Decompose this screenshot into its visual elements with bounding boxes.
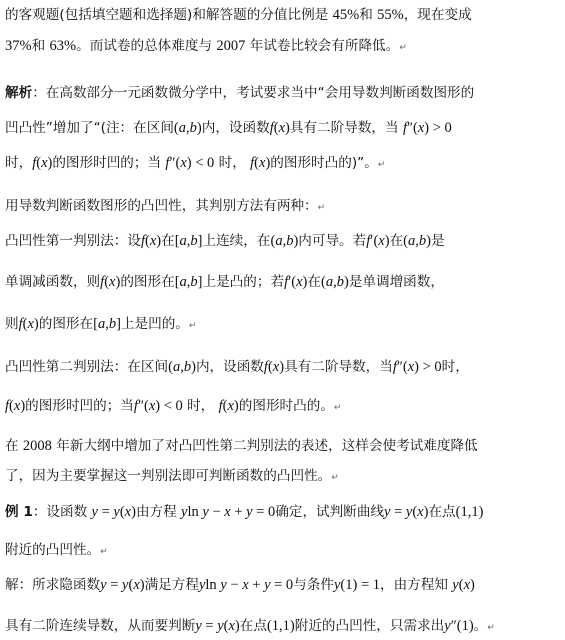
text-run: 55% [377,7,404,23]
text-run: 附近的凸凹性，只需求出 [294,618,445,634]
text-run: (1,1) [266,618,295,634]
text-run: f [140,233,145,249]
text-run: ( [222,398,228,414]
text-run: y [181,504,188,520]
text-run: x [296,274,303,290]
text-run: ) [139,577,145,593]
paragraph-mark-icon: ↵ [317,203,326,213]
text-run: ″(1) [450,618,474,634]
text-run: = [201,618,218,634]
text-run: x [417,504,424,520]
text-run: a [178,120,187,136]
text-run: 37% [5,38,32,54]
text-run: 例 1 [5,504,33,520]
text-run: 。 [473,618,488,634]
text-run: x [148,398,156,414]
text-run: f [32,155,37,171]
text-run: ( [458,577,464,593]
text-run: ) [233,398,239,414]
text-run: , [105,316,109,332]
text-run: x [228,618,235,634]
text-run: a [325,274,334,290]
text-run: a [97,316,106,332]
text-run: ：设函数 [32,504,92,520]
text-run: ( [128,577,134,593]
text-run: ) [115,274,121,290]
text-run: 和 [31,38,50,54]
text-run: 在 [389,233,404,249]
text-run: x [124,504,132,520]
text-run: x [180,155,187,171]
text-run: 时， [182,398,219,414]
text-run: ) [33,316,39,332]
text-run: a [172,359,181,375]
text-run: b [190,274,198,290]
text-run: 年新大纲中增加了对凸凹性第二判别法的表述，这样会使考试难度降低 [51,438,478,454]
text-run: , [282,233,287,249]
text-run: , [186,233,191,249]
text-run: ，现在变成 [403,7,472,23]
text-run: ( [22,316,28,332]
text-run: x [27,316,34,332]
text-run: y [246,504,253,520]
text-line [5,576,475,594]
text-run: f [133,398,138,414]
text-run: ( [104,274,110,290]
text-run: x [242,577,249,593]
text-run: 时， [214,155,251,171]
text-run: f [263,359,268,375]
text-run: ) [293,233,299,249]
text-run: ln [187,504,199,520]
text-run: y [100,577,107,593]
text-run: 63% [49,38,77,54]
text-run: y [264,577,271,593]
text-run: f [392,359,397,375]
text-run: y [216,577,227,593]
text-run: 凹凸性”增加了“(注：在区间 [5,120,174,136]
paragraph-mark-icon: ↵ [100,547,108,557]
text-line [5,397,341,417]
text-run: ] [197,274,203,290]
text-run: , [333,274,337,290]
text-run: ) [156,233,162,249]
text-run: = 0 [270,577,294,593]
text-run: ) [302,274,308,290]
text-run: 2008 [22,438,52,454]
text-run: ) [343,274,349,290]
text-line [5,315,196,335]
text-run: y [217,618,224,634]
text-run: 上连续，在 [202,233,271,249]
text-run: 内，设函数 [195,359,264,375]
text-run: 的图形时凹的；当 [25,398,134,414]
paragraph-mark-icon: ↵ [331,473,339,483]
text-run: f [218,398,223,414]
text-run: b [286,233,294,249]
text-run: ) < 0 [186,155,215,171]
text-run: 在 [161,233,175,249]
text-run: 与条件 [293,577,334,593]
text-line [5,119,452,137]
text-run: = [97,504,114,520]
text-run: 解：所求隐函数 [5,577,101,593]
text-run: ) [265,155,271,171]
text-run: ：在高数部分一元函数微分学中，考试要求当中“会用导数判断函数图形的 [32,85,475,101]
text-run: 时， [441,359,469,375]
text-line [5,197,325,217]
text-run: 具有二阶导数，当 [289,120,403,136]
text-run: a [408,233,416,249]
text-run: x [41,155,48,171]
text-run: ) [470,577,475,593]
text-run: 在 [5,438,23,454]
text-run: y [195,618,202,634]
text-run: b [108,316,117,332]
text-run: 了，因为主要掌握这一判别法即可判断函数的凸凹性。 [5,468,332,484]
text-run: ) [20,398,26,414]
text-run: 45% [332,7,360,23]
text-run: 单调减函数，则 [5,274,101,290]
text-run: x [272,359,280,375]
text-run: 的客观题(包括填空题和选择题)和解答题的分值比例是 [5,7,333,23]
text-run: = [390,504,406,520]
text-run: y [122,577,129,593]
text-run: ′( [370,233,379,249]
text-run: b [336,274,344,290]
text-run: x [417,120,425,136]
text-run: ( [267,359,273,375]
text-run: 2007 [216,38,246,54]
text-run: 是单调增函数， [348,274,444,290]
text-run: − [226,577,243,593]
text-run: 在点 [239,618,267,634]
text-line [5,37,407,57]
text-line [5,467,339,487]
text-run: = [106,577,123,593]
text-run: ) [423,504,429,520]
text-run: f [269,120,274,136]
text-run: 附近的凸凹性。 [5,542,101,558]
text-run: ) [191,359,196,375]
text-run: ) [384,233,390,249]
text-run: ( [320,274,326,290]
text-run: x [149,233,157,249]
text-run: [ [93,316,98,332]
text-run: ( [223,618,229,634]
text-run: y [333,577,341,593]
text-run: x [13,398,21,414]
text-run: a [275,233,283,249]
text-run: + [248,577,265,593]
text-run: 在点 [428,504,456,520]
text-run: x [407,359,415,375]
text-run: f [100,274,105,290]
text-run: ″( [137,398,149,414]
text-run: 由方程 [135,504,182,520]
text-run: ) [234,618,240,634]
text-run: , [186,120,190,136]
paragraph-mark-icon: ↵ [188,321,197,331]
text-run: ) [279,359,285,375]
text-run: ln [205,577,217,593]
text-run: 满足方程 [144,577,199,593]
text-run: ( [144,233,150,249]
text-line [5,541,108,561]
text-run: a [179,233,187,249]
text-run: (1,1) [455,504,484,520]
text-line [5,84,474,102]
text-run: f [5,398,10,414]
text-run: ( [254,155,259,171]
text-run: = 0 [252,504,276,520]
text-run: 年试卷比较会有所降低。 [245,38,400,54]
text-run: ) > 0 [424,120,452,136]
text-run: ) [196,120,202,136]
text-run: x [133,577,140,593]
text-run: ( [36,155,42,171]
text-run: ( [9,398,14,414]
text-run: 解析 [5,85,33,101]
text-run: f [402,120,407,136]
text-run: 用导数判断函数图形的凸凹性，其判别方法有两种： [5,198,318,214]
text-run: 则 [5,316,19,332]
text-run: 的图形时凸的)”。 [270,155,378,171]
text-run: 凸凹性第一判别法：设 [5,233,141,249]
text-run: 在 [307,274,321,290]
text-run: , [180,359,184,375]
text-run: y [198,504,209,520]
text-run: ( [412,504,418,520]
text-run: ″( [169,155,181,171]
text-run: y [384,504,391,520]
text-run: 和 [359,7,378,23]
text-line [5,6,472,24]
text-run: ) [426,233,431,249]
text-run: ] [197,233,203,249]
text-run: b [190,233,198,249]
text-run: x [224,504,231,520]
text-run: 具有二阶连续导数，从而要判断 [5,618,196,634]
text-run: 的图形在 [120,274,175,290]
text-run: ″( [396,359,408,375]
text-run: b [183,359,192,375]
text-run: 时， [5,155,33,171]
text-line [5,232,445,250]
text-run: x [227,398,234,414]
text-run: y [113,504,120,520]
text-run: x [378,233,385,249]
text-run: ( [403,233,409,249]
text-run: 。而试卷的总体难度与 [76,38,217,54]
paragraph-mark-icon: ↵ [487,623,495,633]
text-run: [ [174,274,180,290]
text-run: [ [174,233,180,249]
text-run: ( [168,359,173,375]
text-line [5,358,469,376]
text-run: ) [47,155,53,171]
text-run: x [278,120,286,136]
text-run: x [463,577,471,593]
text-run: 的图形时凹的；当 [52,155,166,171]
text-run: 确定，试判断曲线 [275,504,385,520]
text-run: ″( [406,120,418,136]
text-run: f [366,233,371,249]
text-run: ) < 0 [155,398,183,414]
text-run: x [109,274,116,290]
text-run: ，由方程知 [380,577,453,593]
text-run: y [452,577,459,593]
text-run: y [405,504,413,520]
text-run: x [259,155,266,171]
text-line [5,503,483,521]
text-run: 上是凹的。 [120,316,189,332]
text-run: f [165,155,170,171]
text-run: f [18,316,23,332]
text-run: ( [173,120,179,136]
text-run: + [230,504,247,520]
text-run: ( [270,233,276,249]
text-run: 内，设函数 [201,120,270,136]
text-run: , [186,274,191,290]
text-line [5,154,385,174]
text-run: − [208,504,225,520]
text-run: y [444,618,451,634]
paragraph-mark-icon: ↵ [377,160,386,170]
text-run: 内可导。若 [298,233,367,249]
text-run: ) > 0 [414,359,442,375]
text-run: 是 [430,233,445,249]
paragraph-mark-icon: ↵ [333,403,342,413]
text-run: ] [116,316,121,332]
text-run: a [179,274,187,290]
text-run: ) [285,120,290,136]
text-run: 凸凹性第二判别法：在区间 [5,359,169,375]
text-run: 具有二阶导数，当 [284,359,393,375]
text-run: ′( [288,274,297,290]
paragraph-mark-icon: ↵ [399,43,407,53]
text-run: ( [273,120,279,136]
text-run: ( [119,504,125,520]
text-run: f [284,274,289,290]
text-line [5,273,444,291]
text-run: 上是凸的；若 [202,274,285,290]
text-run: b [418,233,427,249]
text-run: , [415,233,419,249]
text-line [5,437,478,455]
text-run: (1) = 1 [340,577,380,593]
text-run: 的图形时凸的。 [238,398,334,414]
text-run: y [198,577,206,593]
text-run: ) [131,504,136,520]
text-line [5,617,495,637]
text-run: y [91,504,98,520]
text-run: f [250,155,255,171]
text-run: 的图形在 [38,316,94,332]
text-run: b [189,120,197,136]
